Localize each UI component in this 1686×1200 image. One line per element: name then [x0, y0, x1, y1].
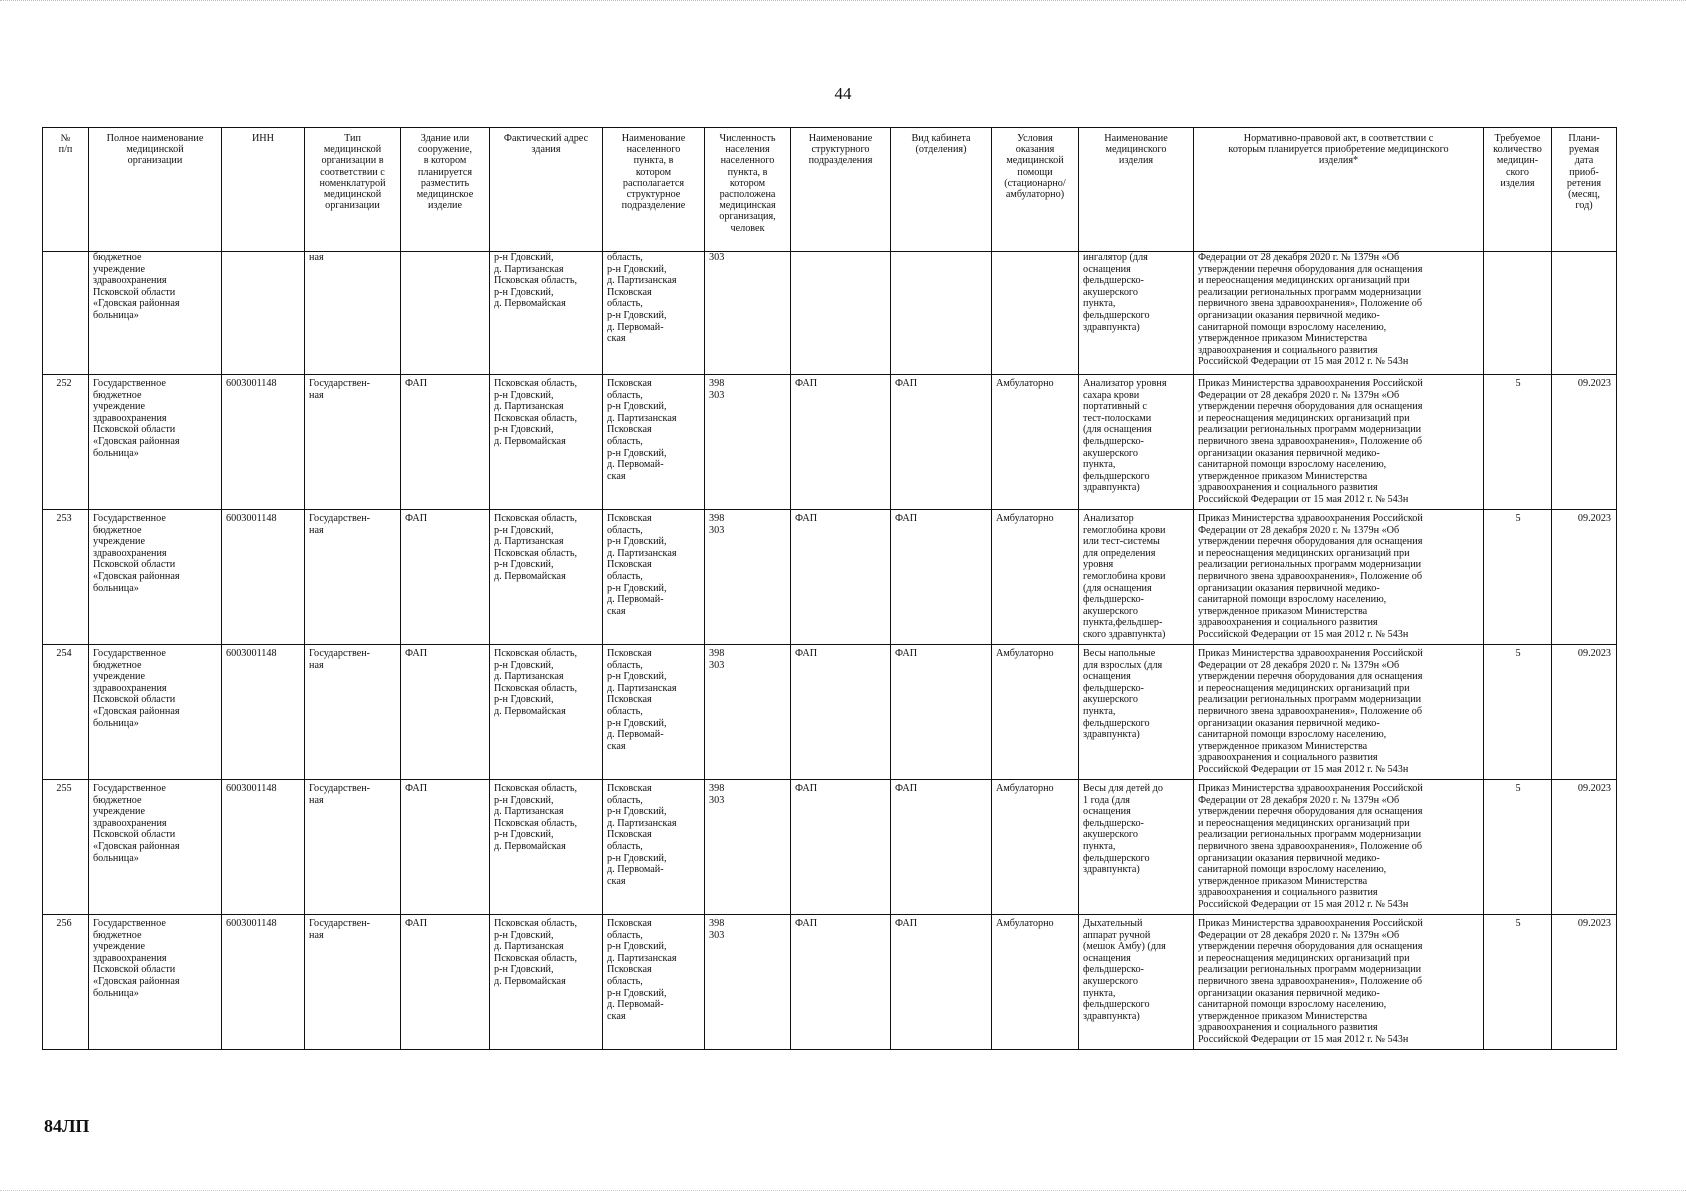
- cell-inn: 6003001148: [222, 915, 305, 1050]
- cell-number: 255: [43, 780, 89, 915]
- cell-cabinet: ФАП: [891, 375, 992, 510]
- cell-unit: [791, 252, 891, 375]
- cell-building: ФАП: [401, 915, 490, 1050]
- cell-conditions: Амбулаторно: [992, 375, 1079, 510]
- cell-quantity: 5: [1484, 645, 1552, 780]
- table-row: [43, 780, 1617, 915]
- cell-address: Псковская область, р-н Гдовский, д. Партизанская Псковская область, р-н Гдовский, д. Первомайская: [490, 510, 603, 645]
- cell-device: Анализатор уровня сахара крови портативный с тест-полосками (для оснащения фельдшерско- акушерского пункта, фельдшерского здравпункта): [1079, 375, 1194, 510]
- col-header-device: Наименование медицинского изделия: [1079, 128, 1194, 252]
- col-header-population: Численность населения населенного пункта, в котором расположена медицинская организация, человек: [705, 128, 791, 252]
- cell-address: Псковская область, р-н Гдовский, д. Партизанская Псковская область, р-н Гдовский, д. Первомайская: [490, 645, 603, 780]
- cell-date: 09.2023: [1552, 780, 1617, 915]
- cell-unit: ФАП: [791, 645, 891, 780]
- cell-conditions: Амбулаторно: [992, 915, 1079, 1050]
- col-header-quantity: Требуемое количество медицин- ского изделия: [1484, 128, 1552, 252]
- table-row: [43, 645, 1617, 780]
- cell-building: ФАП: [401, 780, 490, 915]
- cell-organization: Государственное бюджетное учреждение здравоохранения Псковской области «Гдовская районная больница»: [89, 780, 222, 915]
- cell-population: 398 303: [705, 780, 791, 915]
- cell-legal-act: Федерации от 28 декабря 2020 г. № 1379н «Об утверждении перечня оборудования для оснащения и переоснащения медицинских организаций при реализации региональных программ модернизации первичного звена здравоохранения», Положение об организации оказания первичной медико- санитарной помощи взрослому населению, утвержденное приказом Министерства здравоохранения и социального развития Российской Федерации от 15 мая 2012 г. № 543н: [1194, 252, 1484, 375]
- cell-quantity: 5: [1484, 915, 1552, 1050]
- cell-organization: Государственное бюджетное учреждение здравоохранения Псковской области «Гдовская районная больница»: [89, 510, 222, 645]
- cell-date: 09.2023: [1552, 645, 1617, 780]
- cell-population: 303: [705, 252, 791, 375]
- cell-cabinet: ФАП: [891, 645, 992, 780]
- cell-number: 254: [43, 645, 89, 780]
- cell-number: 253: [43, 510, 89, 645]
- cell-org-type: Государствен- ная: [305, 645, 401, 780]
- cell-legal-act: Приказ Министерства здравоохранения Российской Федерации от 28 декабря 2020 г. № 1379н «Об утверждении перечня оборудования для оснащения и переоснащения медицинских организаций при реализации региональных программ модернизации первичного звена здравоохранения», Положение об организации оказания первичной медико- санитарной помощи взрослому населению, утвержденное приказом Министерства здравоохранения и социального развития Российской Федерации от 15 мая 2012 г. № 543н: [1194, 375, 1484, 510]
- cell-population: 398 303: [705, 375, 791, 510]
- cell-date: [1552, 252, 1617, 375]
- cell-population: 398 303: [705, 510, 791, 645]
- col-header-number: № п/п: [43, 128, 89, 252]
- cell-conditions: [992, 252, 1079, 375]
- cell-legal-act: Приказ Министерства здравоохранения Российской Федерации от 28 декабря 2020 г. № 1379н «Об утверждении перечня оборудования для оснащения и переоснащения медицинских организаций при реализации региональных программ модернизации первичного звена здравоохранения», Положение об организации оказания первичной медико- санитарной помощи взрослому населению, утвержденное приказом Министерства здравоохранения и социального развития Российской Федерации от 15 мая 2012 г. № 543н: [1194, 780, 1484, 915]
- col-header-settlement: Наименование населенного пункта, в котором располагается структурное подразделение: [603, 128, 705, 252]
- table-row: [43, 510, 1617, 645]
- cell-organization: Государственное бюджетное учреждение здравоохранения Псковской области «Гдовская районная больница»: [89, 645, 222, 780]
- cell-org-type: Государствен- ная: [305, 375, 401, 510]
- col-header-conditions: Условия оказания медицинской помощи (стационарно/ амбулаторно): [992, 128, 1079, 252]
- cell-address: Псковская область, р-н Гдовский, д. Партизанская Псковская область, р-н Гдовский, д. Первомайская: [490, 375, 603, 510]
- col-header-inn: ИНН: [222, 128, 305, 252]
- cell-unit: ФАП: [791, 510, 891, 645]
- cell-cabinet: [891, 252, 992, 375]
- cell-quantity: 5: [1484, 780, 1552, 915]
- cell-quantity: 5: [1484, 510, 1552, 645]
- col-header-legal-act: Нормативно-правовой акт, в соответствии с которым планируется приобретение медицинского изделия*: [1194, 128, 1484, 252]
- cell-number: [43, 252, 89, 375]
- cell-building: ФАП: [401, 375, 490, 510]
- page-number: 44: [834, 84, 852, 103]
- cell-settlement: Псковская область, р-н Гдовский, д. Партизанская Псковская область, р-н Гдовский, д. Первомай- ская: [603, 915, 705, 1050]
- cell-legal-act: Приказ Министерства здравоохранения Российской Федерации от 28 декабря 2020 г. № 1379н «Об утверждении перечня оборудования для оснащения и переоснащения медицинских организаций при реализации региональных программ модернизации первичного звена здравоохранения», Положение об организации оказания первичной медико- санитарной помощи взрослому населению, утвержденное приказом Министерства здравоохранения и социального развития Российской Федерации от 15 мая 2012 г. № 543н: [1194, 645, 1484, 780]
- cell-conditions: Амбулаторно: [992, 510, 1079, 645]
- cell-conditions: Амбулаторно: [992, 645, 1079, 780]
- table-row-continued: [43, 252, 1617, 375]
- cell-org-type: Государствен- ная: [305, 915, 401, 1050]
- cell-address: р-н Гдовский, д. Партизанская Псковская область, р-н Гдовский, д. Первомайская: [490, 252, 603, 375]
- cell-cabinet: ФАП: [891, 510, 992, 645]
- col-header-address: Фактический адрес здания: [490, 128, 603, 252]
- cell-conditions: Амбулаторно: [992, 780, 1079, 915]
- cell-organization: бюджетное учреждение здравоохранения Псковской области «Гдовская районная больница»: [89, 252, 222, 375]
- cell-number: 252: [43, 375, 89, 510]
- cell-quantity: 5: [1484, 375, 1552, 510]
- cell-population: 398 303: [705, 645, 791, 780]
- col-header-cabinet: Вид кабинета (отделения): [891, 128, 992, 252]
- cell-number: 256: [43, 915, 89, 1050]
- col-header-building: Здание или сооружение, в котором планируется разместить медицинское изделие: [401, 128, 490, 252]
- col-header-date: Плани- руемая дата приоб- ретения (месяц, год): [1552, 128, 1617, 252]
- cell-unit: ФАП: [791, 915, 891, 1050]
- cell-quantity: [1484, 252, 1552, 375]
- cell-device: Весы напольные для взрослых (для оснащения фельдшерско- акушерского пункта, фельдшерского здравпункта): [1079, 645, 1194, 780]
- cell-date: 09.2023: [1552, 915, 1617, 1050]
- cell-settlement: Псковская область, р-н Гдовский, д. Партизанская Псковская область, р-н Гдовский, д. Первомай- ская: [603, 375, 705, 510]
- col-header-organization: Полное наименование медицинской организации: [89, 128, 222, 252]
- cell-inn: 6003001148: [222, 780, 305, 915]
- cell-inn: 6003001148: [222, 375, 305, 510]
- cell-unit: ФАП: [791, 375, 891, 510]
- cell-population: 398 303: [705, 915, 791, 1050]
- cell-inn: 6003001148: [222, 645, 305, 780]
- scan-edge-bottom: [0, 1190, 1686, 1195]
- cell-cabinet: ФАП: [891, 915, 992, 1050]
- cell-date: 09.2023: [1552, 510, 1617, 645]
- cell-legal-act: Приказ Министерства здравоохранения Российской Федерации от 28 декабря 2020 г. № 1379н «Об утверждении перечня оборудования для оснащения и переоснащения медицинских организаций при реализации региональных программ модернизации первичного звена здравоохранения», Положение об организации оказания первичной медико- санитарной помощи взрослому населению, утвержденное приказом Министерства здравоохранения и социального развития Российской Федерации от 15 мая 2012 г. № 543н: [1194, 915, 1484, 1050]
- table-header-row: [43, 128, 1617, 252]
- cell-org-type: Государствен- ная: [305, 510, 401, 645]
- cell-settlement: Псковская область, р-н Гдовский, д. Партизанская Псковская область, р-н Гдовский, д. Первомай- ская: [603, 645, 705, 780]
- scan-edge-top: [0, 0, 1686, 5]
- cell-device: ингалятор (для оснащения фельдшерско- акушерского пункта, фельдшерского здравпункта): [1079, 252, 1194, 375]
- cell-settlement: Псковская область, р-н Гдовский, д. Партизанская Псковская область, р-н Гдовский, д. Первомай- ская: [603, 780, 705, 915]
- cell-building: ФАП: [401, 645, 490, 780]
- cell-settlement: Псковская область, р-н Гдовский, д. Партизанская Псковская область, р-н Гдовский, д. Первомай- ская: [603, 510, 705, 645]
- cell-legal-act: Приказ Министерства здравоохранения Российской Федерации от 28 декабря 2020 г. № 1379н «Об утверждении перечня оборудования для оснащения и переоснащения медицинских организаций при реализации региональных программ модернизации первичного звена здравоохранения», Положение об организации оказания первичной медико- санитарной помощи взрослому населению, утвержденное приказом Министерства здравоохранения и социального развития Российской Федерации от 15 мая 2012 г. № 543н: [1194, 510, 1484, 645]
- cell-org-type: ная: [305, 252, 401, 375]
- cell-device: Дыхательный аппарат ручной (мешок Амбу) (для оснащения фельдшерско- акушерского пункта, фельдшерского здравпункта): [1079, 915, 1194, 1050]
- col-header-unit: Наименование структурного подразделения: [791, 128, 891, 252]
- cell-device: Весы для детей до 1 года (для оснащения фельдшерско- акушерского пункта, фельдшерского здравпункта): [1079, 780, 1194, 915]
- cell-inn: [222, 252, 305, 375]
- cell-building: ФАП: [401, 510, 490, 645]
- equipment-table: [42, 127, 1617, 1050]
- col-header-org-type: Тип медицинской организации в соответствии с номенклатурой медицинской организации: [305, 128, 401, 252]
- table-row: [43, 915, 1617, 1050]
- cell-organization: Государственное бюджетное учреждение здравоохранения Псковской области «Гдовская районная больница»: [89, 375, 222, 510]
- cell-building: [401, 252, 490, 375]
- cell-address: Псковская область, р-н Гдовский, д. Партизанская Псковская область, р-н Гдовский, д. Первомайская: [490, 780, 603, 915]
- cell-organization: Государственное бюджетное учреждение здравоохранения Псковской области «Гдовская районная больница»: [89, 915, 222, 1050]
- cell-inn: 6003001148: [222, 510, 305, 645]
- table-row: [43, 375, 1617, 510]
- cell-settlement: область, р-н Гдовский, д. Партизанская Псковская область, р-н Гдовский, д. Первомай- ская: [603, 252, 705, 375]
- cell-org-type: Государствен- ная: [305, 780, 401, 915]
- cell-date: 09.2023: [1552, 375, 1617, 510]
- cell-address: Псковская область, р-н Гдовский, д. Партизанская Псковская область, р-н Гдовский, д. Первомайская: [490, 915, 603, 1050]
- cell-cabinet: ФАП: [891, 780, 992, 915]
- cell-unit: ФАП: [791, 780, 891, 915]
- document-code: 84ЛП: [44, 1116, 90, 1136]
- cell-device: Анализатор гемоглобина крови или тест-системы для определения уровня гемоглобина крови (для оснащения фельдшерско- акушерского пункта,фельдшер- ского здравпункта): [1079, 510, 1194, 645]
